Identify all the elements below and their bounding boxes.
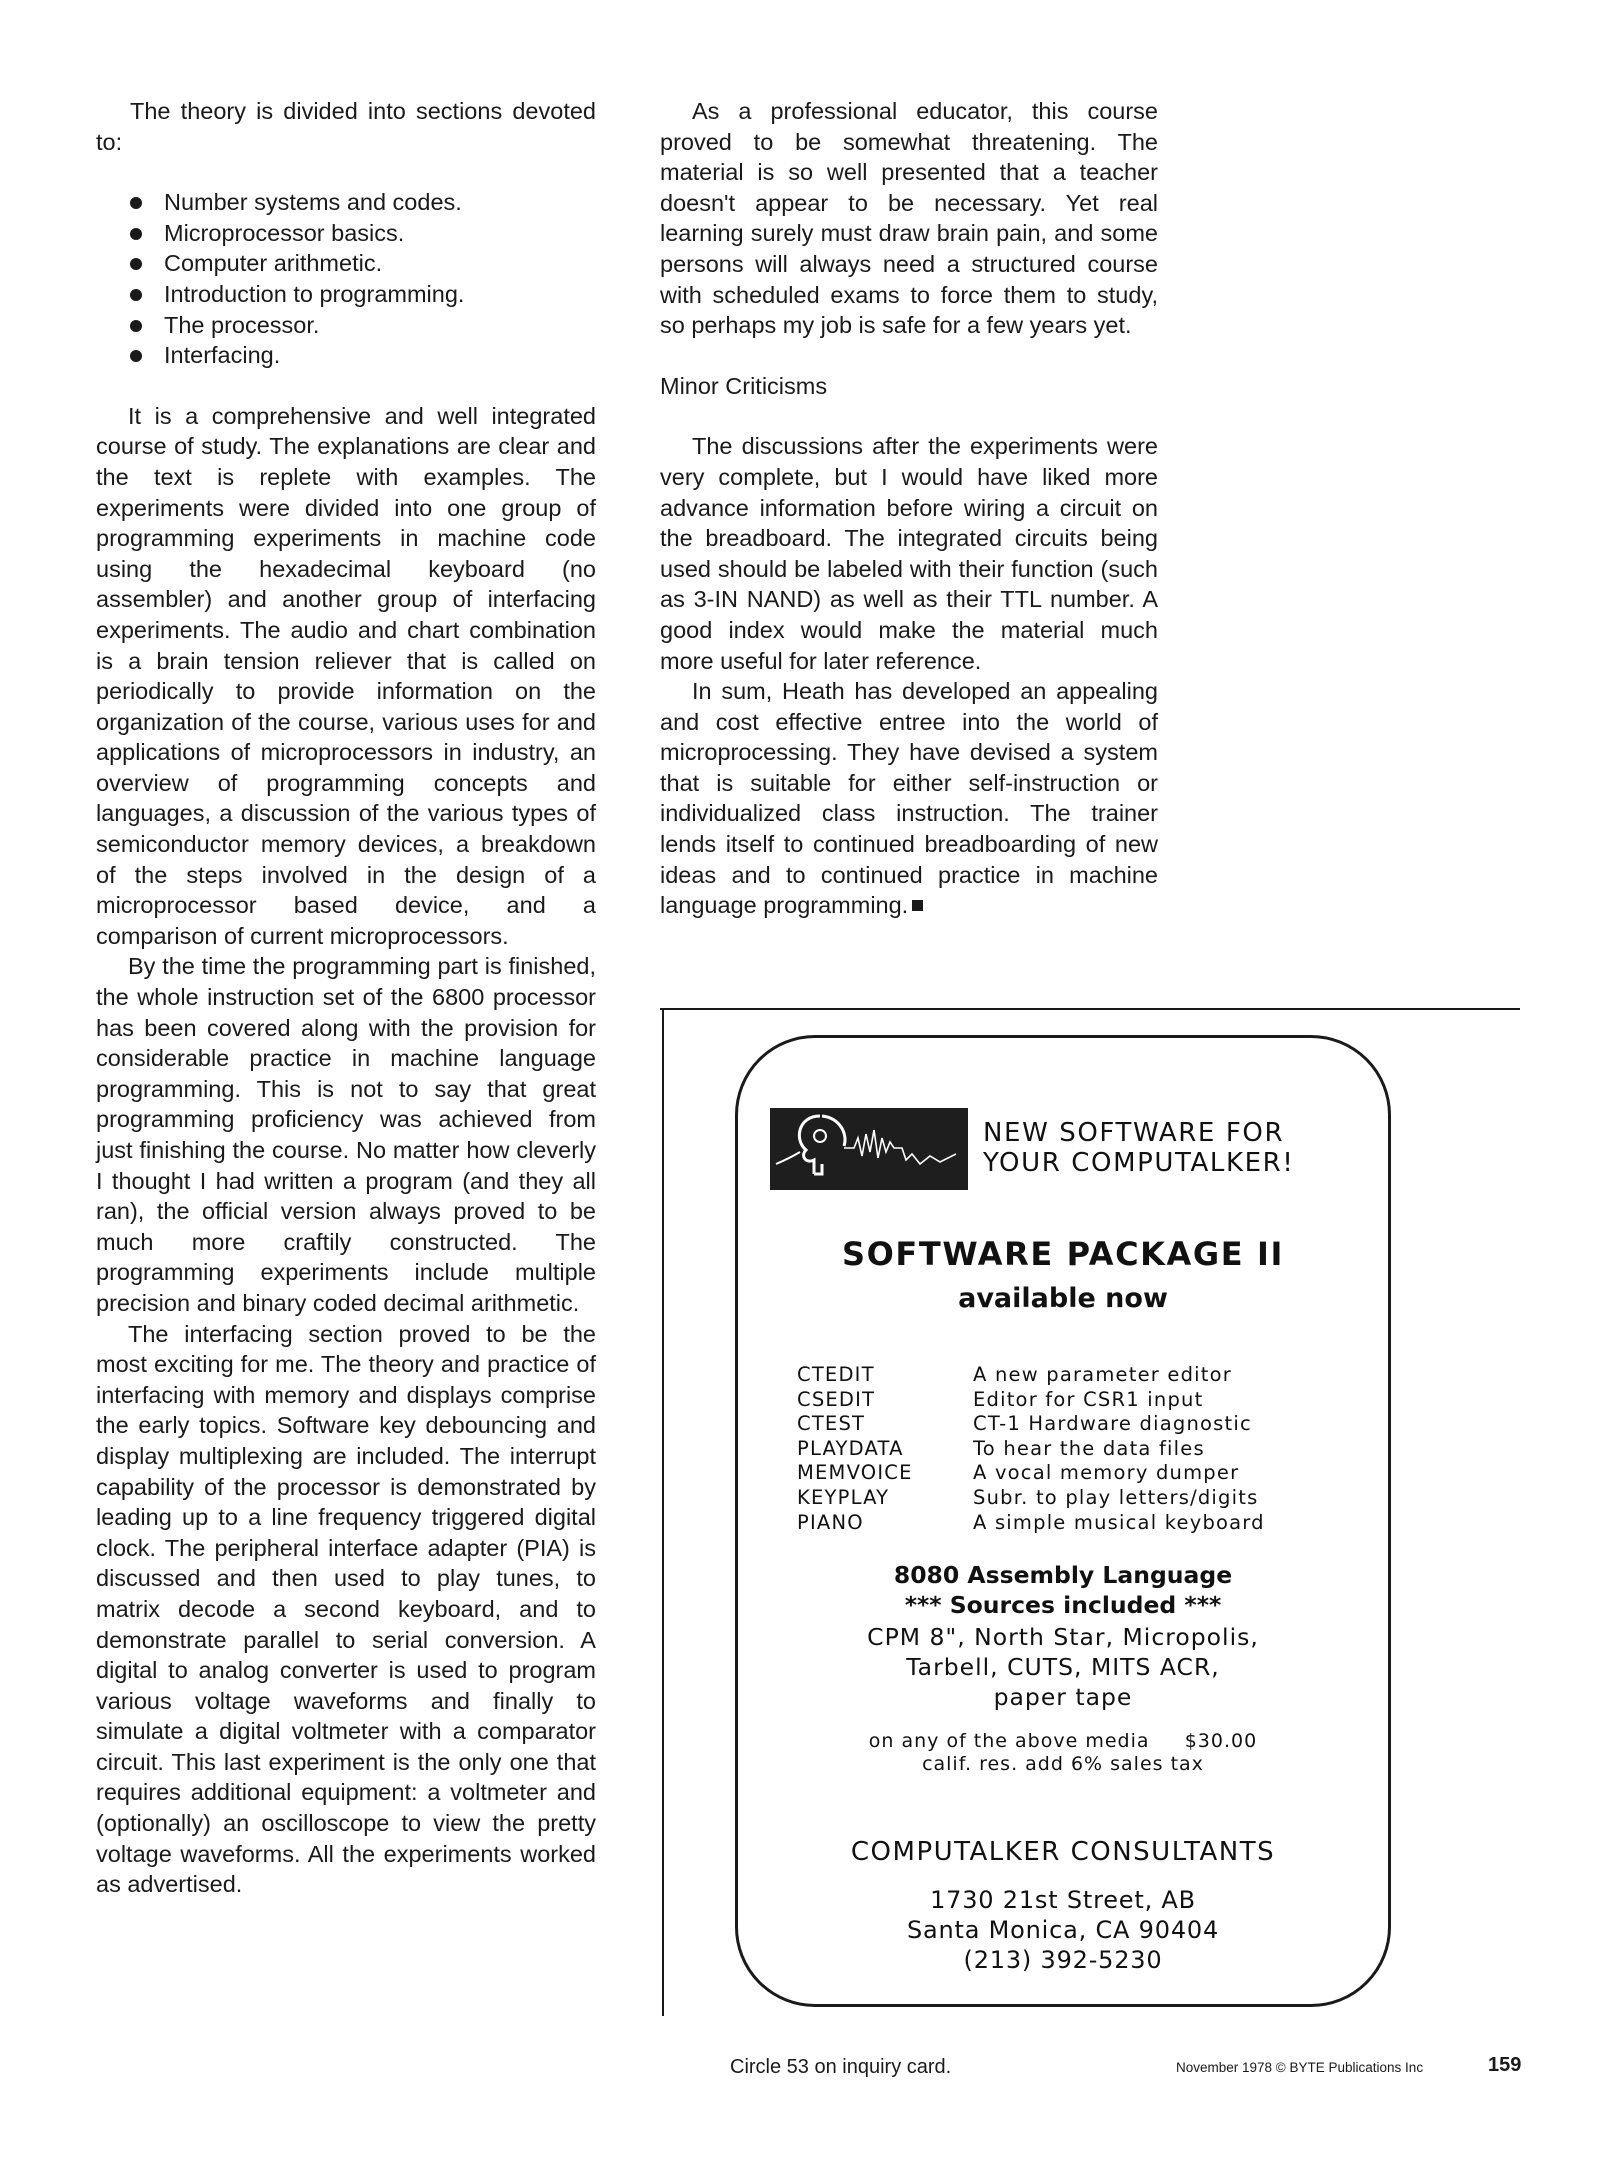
ad-tax-line: calif. res. add 6% sales tax xyxy=(922,1753,1204,1775)
program-name: CTEST xyxy=(797,1412,866,1436)
ad-frame-top-rule xyxy=(660,1008,1520,1010)
ad-phone: (213) 392-5230 xyxy=(963,1946,1163,1974)
topic-item: Microprocessor basics. xyxy=(130,218,596,249)
ad-language-block xyxy=(740,1560,1386,1620)
ad-sources-line: *** Sources included *** xyxy=(904,1591,1222,1619)
closing-paragraph xyxy=(660,676,1158,921)
end-of-article-mark xyxy=(912,900,923,911)
program-row xyxy=(797,1461,1377,1486)
program-name: CTEDIT xyxy=(797,1363,875,1386)
topic-item: The processor. xyxy=(130,310,596,341)
program-row xyxy=(797,1388,1377,1413)
ad-price-line: on any of the above media $30.00 xyxy=(868,1730,1258,1752)
ad-subtitle: available now xyxy=(958,1283,1168,1314)
program-row xyxy=(797,1486,1377,1511)
right-column xyxy=(660,96,1158,921)
program-description: To hear the data files xyxy=(973,1436,1205,1460)
ad-media-line: CPM 8", North Star, Micropolis, xyxy=(867,1623,1259,1651)
page-number: 159 xyxy=(1488,2054,1522,2076)
program-description: Editor for CSR1 input xyxy=(973,1387,1204,1411)
ad-headline xyxy=(983,1118,1383,1178)
left-column xyxy=(96,96,596,1900)
program-description: Subr. to play letters/digits xyxy=(973,1485,1259,1509)
program-row xyxy=(797,1363,1377,1388)
program-name: CSEDIT xyxy=(797,1387,876,1411)
closing-text: In sum, Heath has developed an appealing and cost effective entree into the world of microprocessing. They have devised a system that is suitable for either self-instruction or individualized class instruction. The trainer lends itself to continued breadboarding of new ideas and to continued practice in machine language programming. xyxy=(660,678,1158,919)
topic-item: Number systems and codes. xyxy=(130,187,596,218)
ad-address-block xyxy=(740,1885,1386,1975)
ad-frame-left-rule xyxy=(662,1008,664,2016)
program-description: A new parameter editor xyxy=(973,1363,1232,1386)
ad-media-line: Tarbell, CUTS, MITS ACR, xyxy=(906,1653,1220,1681)
intro-paragraph: The theory is divided into sections devoted to: xyxy=(96,98,596,155)
publication-credit: November 1978 © BYTE Publications Inc xyxy=(1176,2060,1424,2075)
inquiry-card-note: Circle 53 on inquiry card. xyxy=(730,2056,952,2078)
topic-item: Interfacing. xyxy=(130,340,596,371)
section-heading: Minor Criticisms xyxy=(660,372,828,399)
topic-item: Introduction to programming. xyxy=(130,279,596,310)
body-paragraph: The interfacing section proved to be the most exciting for me. The theory and practice of interfacing with memory and displays comprise the early topics. Software key debouncing and display multiplexing are included. The interrupt capability of the processor is demonstrated by leading up to a line frequency triggered digital clock. The peripheral interface adapter (PIA) is discussed and then used to play tunes, to matrix decode a second keyboard, and to demonstrate parallel to serial conversion. A digital to analog converter is used to program various voltage waveforms and finally to simulate a digital voltmeter with a comparator circuit. This last experiment is the only one that requires additional equipment: a voltmeter and (optionally) an oscilloscope to view the pretty voltage waveforms. All the experiments worked as advertised. xyxy=(96,1320,596,1898)
ad-title: SOFTWARE PACKAGE II xyxy=(841,1235,1284,1273)
ad-city: Santa Monica, CA 90404 xyxy=(906,1916,1220,1944)
program-name: PLAYDATA xyxy=(797,1436,904,1460)
program-row xyxy=(797,1412,1377,1437)
body-paragraph: As a professional educator, this course proved to be somewhat threatening. The material is so well presented that a teacher doesn't appear to be necessary. Yet real learning surely must draw brain pain, and some persons will always need a structured course with scheduled exams to force them to study, so perhaps my job is safe for a few years yet. xyxy=(660,98,1158,339)
ad-headline-line: YOUR COMPUTALKER! xyxy=(983,1148,1295,1178)
computalker-logo-icon xyxy=(770,1108,968,1190)
program-name: MEMVOICE xyxy=(797,1461,913,1485)
ad-language-line: 8080 Assembly Language xyxy=(893,1561,1233,1589)
program-row xyxy=(797,1511,1377,1536)
program-description: A vocal memory dumper xyxy=(973,1461,1240,1485)
program-description: CT-1 Hardware diagnostic xyxy=(973,1412,1252,1436)
topic-list xyxy=(96,187,596,371)
ad-headline-line: NEW SOFTWARE FOR xyxy=(983,1118,1285,1148)
ad-media-line: paper tape xyxy=(993,1683,1133,1711)
program-name: KEYPLAY xyxy=(797,1485,890,1509)
ad-company-name: COMPUTALKER CONSULTANTS xyxy=(850,1837,1276,1867)
program-list xyxy=(797,1363,1377,1535)
program-name: PIANO xyxy=(797,1510,864,1534)
program-description: A simple musical keyboard xyxy=(973,1510,1265,1534)
body-paragraph: By the time the programming part is finished, the whole instruction set of the 6800 processor has been covered along with the provision for considerable practice in machine language programming. This is not to say that great programming proficiency was achieved from just finishing the course. No matter how cleverly I thought I had written a program (and they all ran), the official version always proved to be much more craftily constructed. The programming experiments include multiple precision and binary coded decimal arithmetic. xyxy=(96,953,596,1316)
ad-price-block xyxy=(740,1730,1386,1776)
ad-media-block xyxy=(740,1622,1386,1712)
body-paragraph: It is a comprehensive and well integrated course of study. The explanations are clear and the text is replete with examples. The experiments were divided into one group of programming experiments in machine code using the hexadecimal keyboard (no assembler) and another group of interfacing experiments. The audio and chart combination is a brain tension reliever that is called on periodically to provide information on the organization of the course, various uses for and applications of microprocessors in industry, an overview of programming concepts and languages, a discussion of the various types of semiconductor memory devices, a breakdown of the steps involved in the design of a microprocessor based device, and a comparison of current microprocessors. xyxy=(96,402,596,949)
program-row xyxy=(797,1437,1377,1462)
body-paragraph: The discussions after the experiments were very complete, but I would have liked more advance information before wiring a circuit on the breadboard. The integrated circuits being used should be labeled with their function (such as 3-IN NAND) as well as their TTL number. A good index would make the material much more useful for later reference. xyxy=(660,433,1158,674)
ad-street: 1730 21st Street, AB xyxy=(930,1886,1196,1914)
topic-item: Computer arithmetic. xyxy=(130,248,596,279)
